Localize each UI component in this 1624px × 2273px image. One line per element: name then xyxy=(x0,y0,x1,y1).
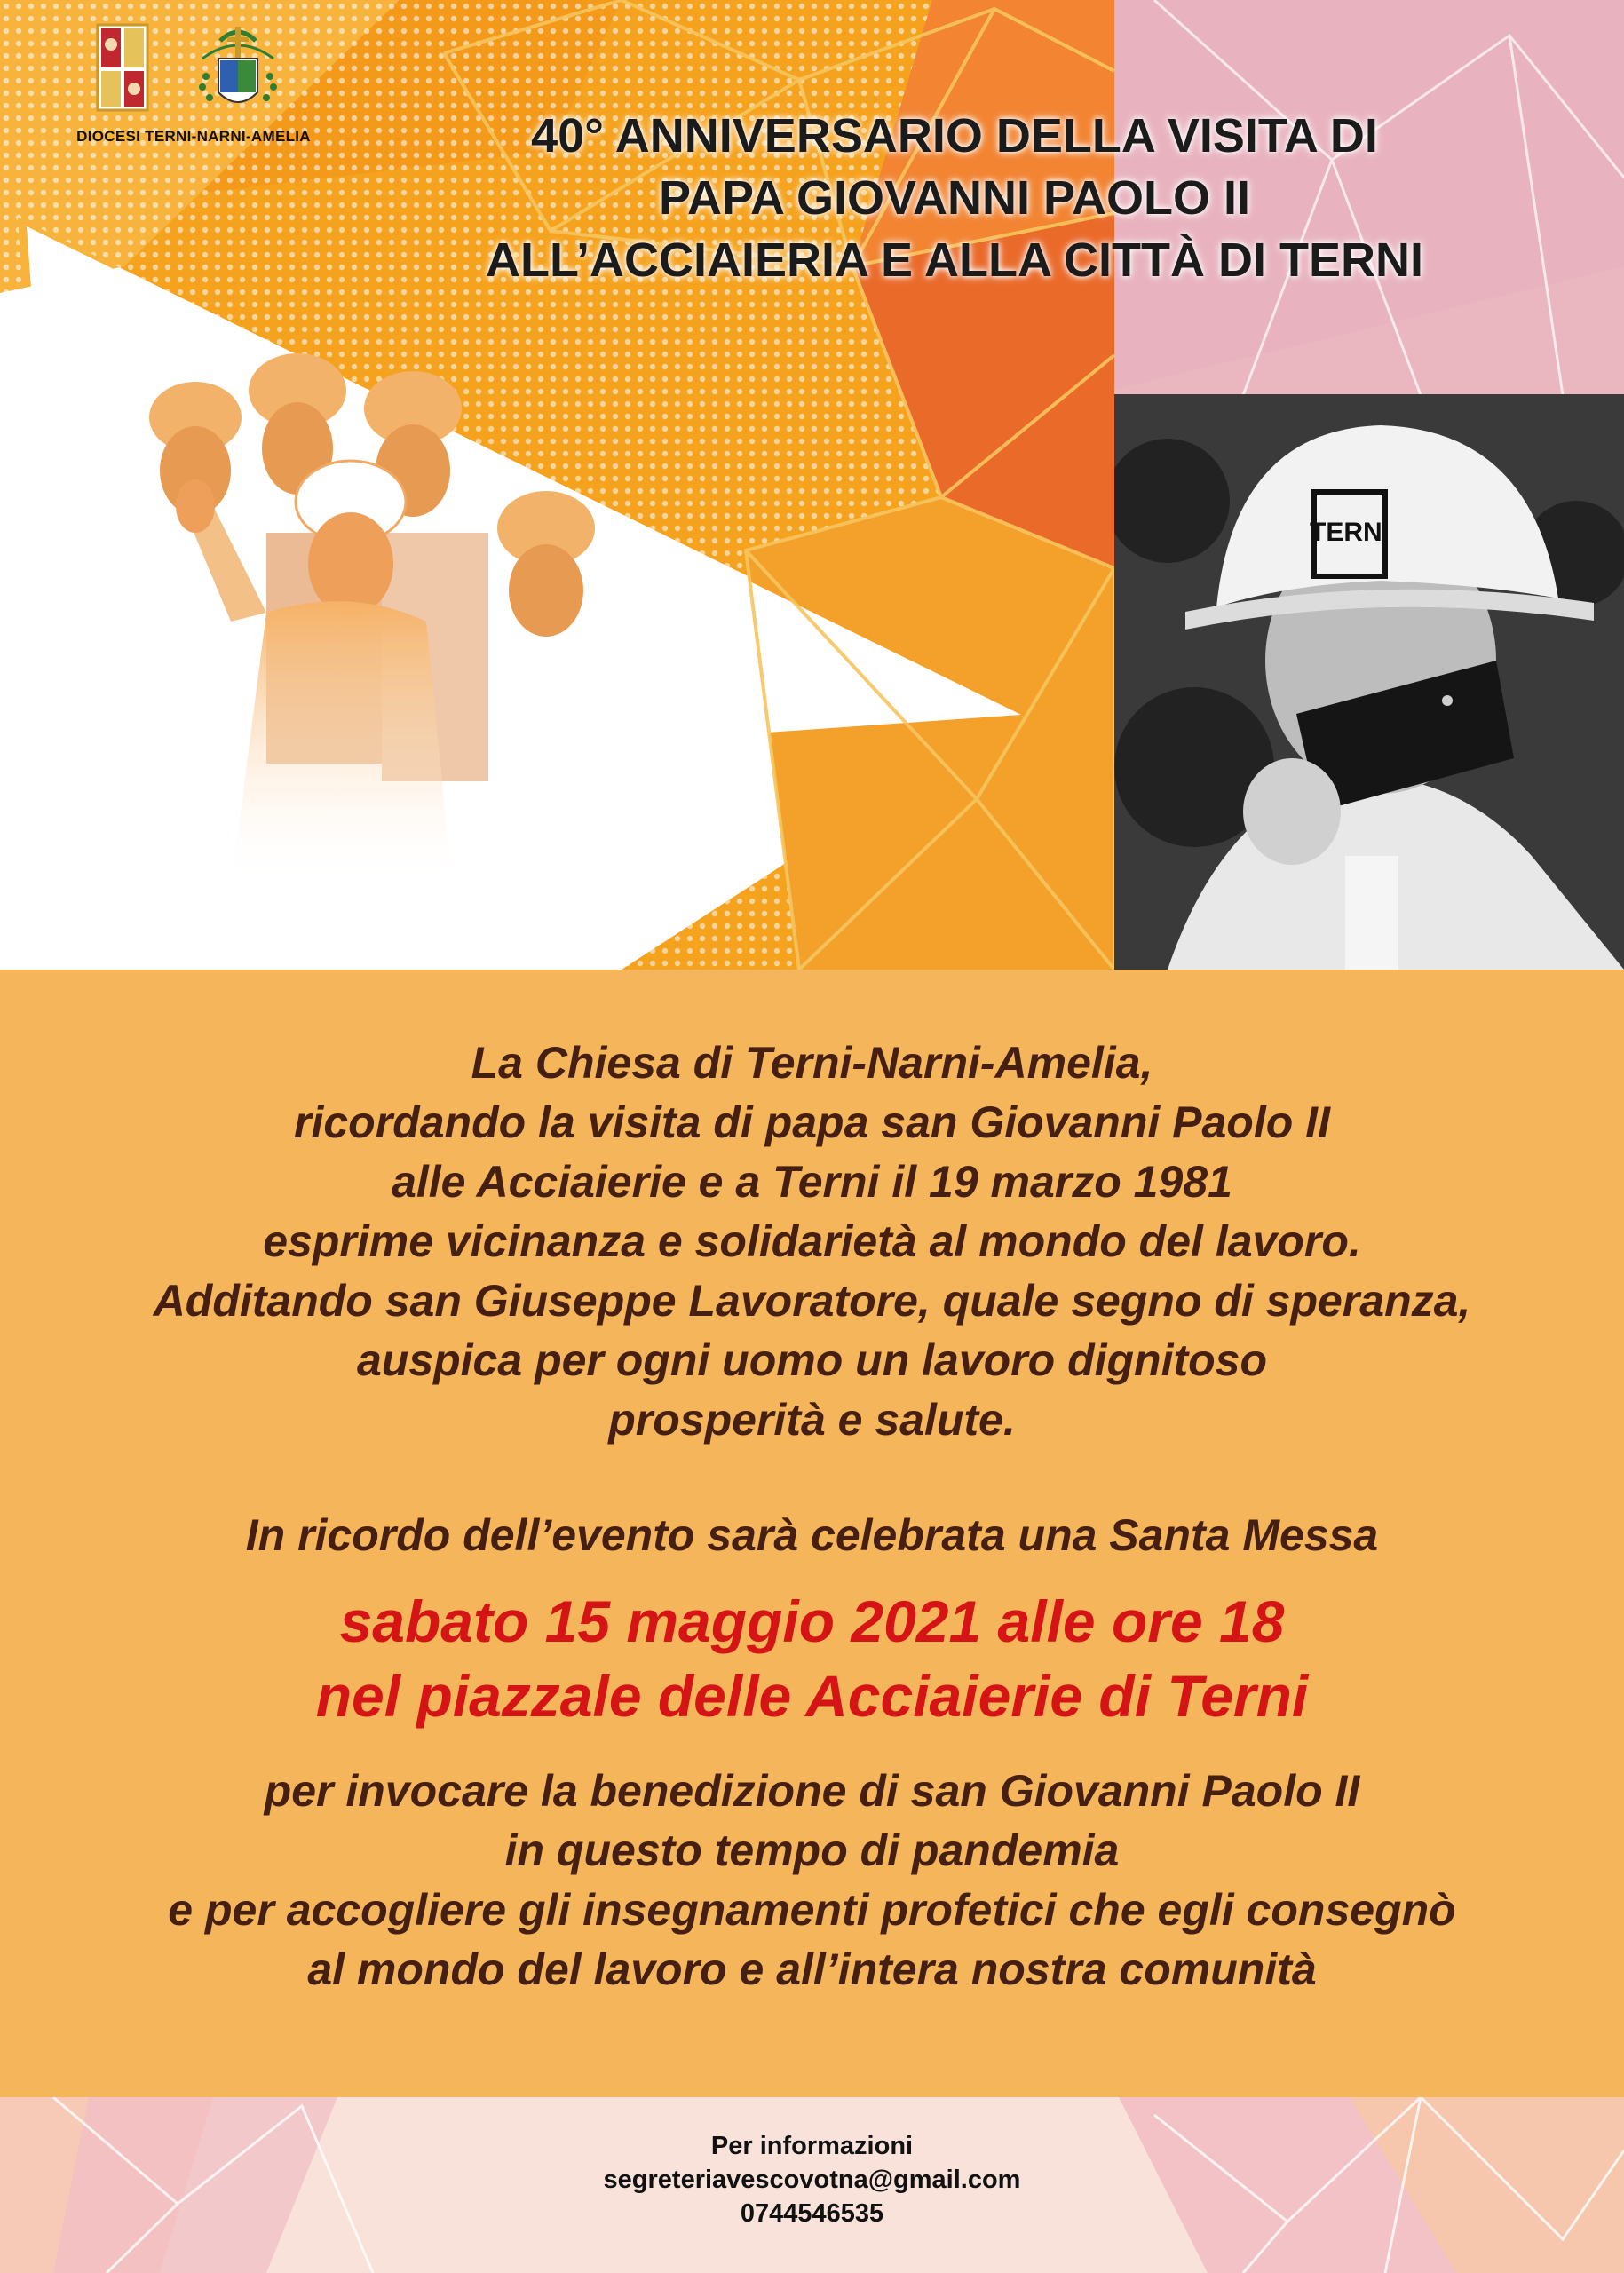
text-line: Additando san Giuseppe Lavoratore, quale segno di speranza, xyxy=(153,1276,1471,1326)
text-line: In ricordo dell’evento sarà celebrata una Santa Messa xyxy=(245,1510,1379,1560)
helmet-text: TERNI xyxy=(1310,518,1390,547)
pope-visit-photo-orange xyxy=(133,337,648,888)
text-line: alle Acciaierie e a Terni il 19 marzo 1981 xyxy=(392,1157,1232,1207)
main-announcement xyxy=(0,970,1624,2097)
event-date: sabato 15 maggio 2021 alle ore 18 xyxy=(339,1588,1285,1654)
title-line: PAPA GIOVANNI PAOLO II xyxy=(658,171,1251,225)
diocese-logos xyxy=(60,23,327,147)
email-link[interactable]: segreteriavescovotna@gmail.com xyxy=(603,2166,1021,2194)
contact-info xyxy=(0,2129,1624,2230)
text-line: auspica per ogni uomo un lavoro dignitoso xyxy=(356,1335,1268,1385)
text-line: ricordando la visita di papa san Giovanni Paolo II xyxy=(294,1097,1330,1147)
title-line: 40° ANNIVERSARIO DELLA VISITA DI xyxy=(531,109,1378,162)
bishop-coat-of-arms-icon xyxy=(194,23,282,117)
diocese-coat-of-arms-icon xyxy=(96,23,149,115)
page-title xyxy=(391,105,1518,291)
text-line: prosperità e salute. xyxy=(608,1395,1016,1445)
pope-helmet-photo xyxy=(1114,394,1624,970)
text-line: La Chiesa di Terni-Narni-Amelia, xyxy=(471,1038,1153,1088)
phone-number[interactable]: 0744546535 xyxy=(740,2199,884,2228)
text-line: in questo tempo di pandemia xyxy=(504,1826,1120,1875)
mass-announcement xyxy=(53,1506,1571,1565)
text-line: al mondo del lavoro e all’intera nostra comunità xyxy=(307,1944,1317,1994)
diocese-caption: DIOCESI TERNI-NARNI-AMELIA xyxy=(76,128,311,145)
announcement-paragraph xyxy=(53,1034,1571,1450)
purpose-paragraph xyxy=(53,1762,1571,2000)
title-line: ALL’ACCIAIERIA E ALLA CITTÀ DI TERNI xyxy=(486,234,1423,287)
event-date-location xyxy=(53,1584,1571,1733)
info-label: Per informazioni xyxy=(710,2132,914,2160)
text-line: esprime vicinanza e solidarietà al mondo del lavoro. xyxy=(263,1216,1361,1266)
header-section xyxy=(0,0,1624,970)
text-line: e per accogliere gli insegnamenti profetici che egli consegnò xyxy=(168,1885,1456,1935)
text-line: per invocare la benedizione di san Giovanni Paolo II xyxy=(264,1766,1360,1816)
event-location: nel piazzale delle Acciaierie di Terni xyxy=(315,1663,1309,1729)
footer xyxy=(0,2097,1624,2273)
